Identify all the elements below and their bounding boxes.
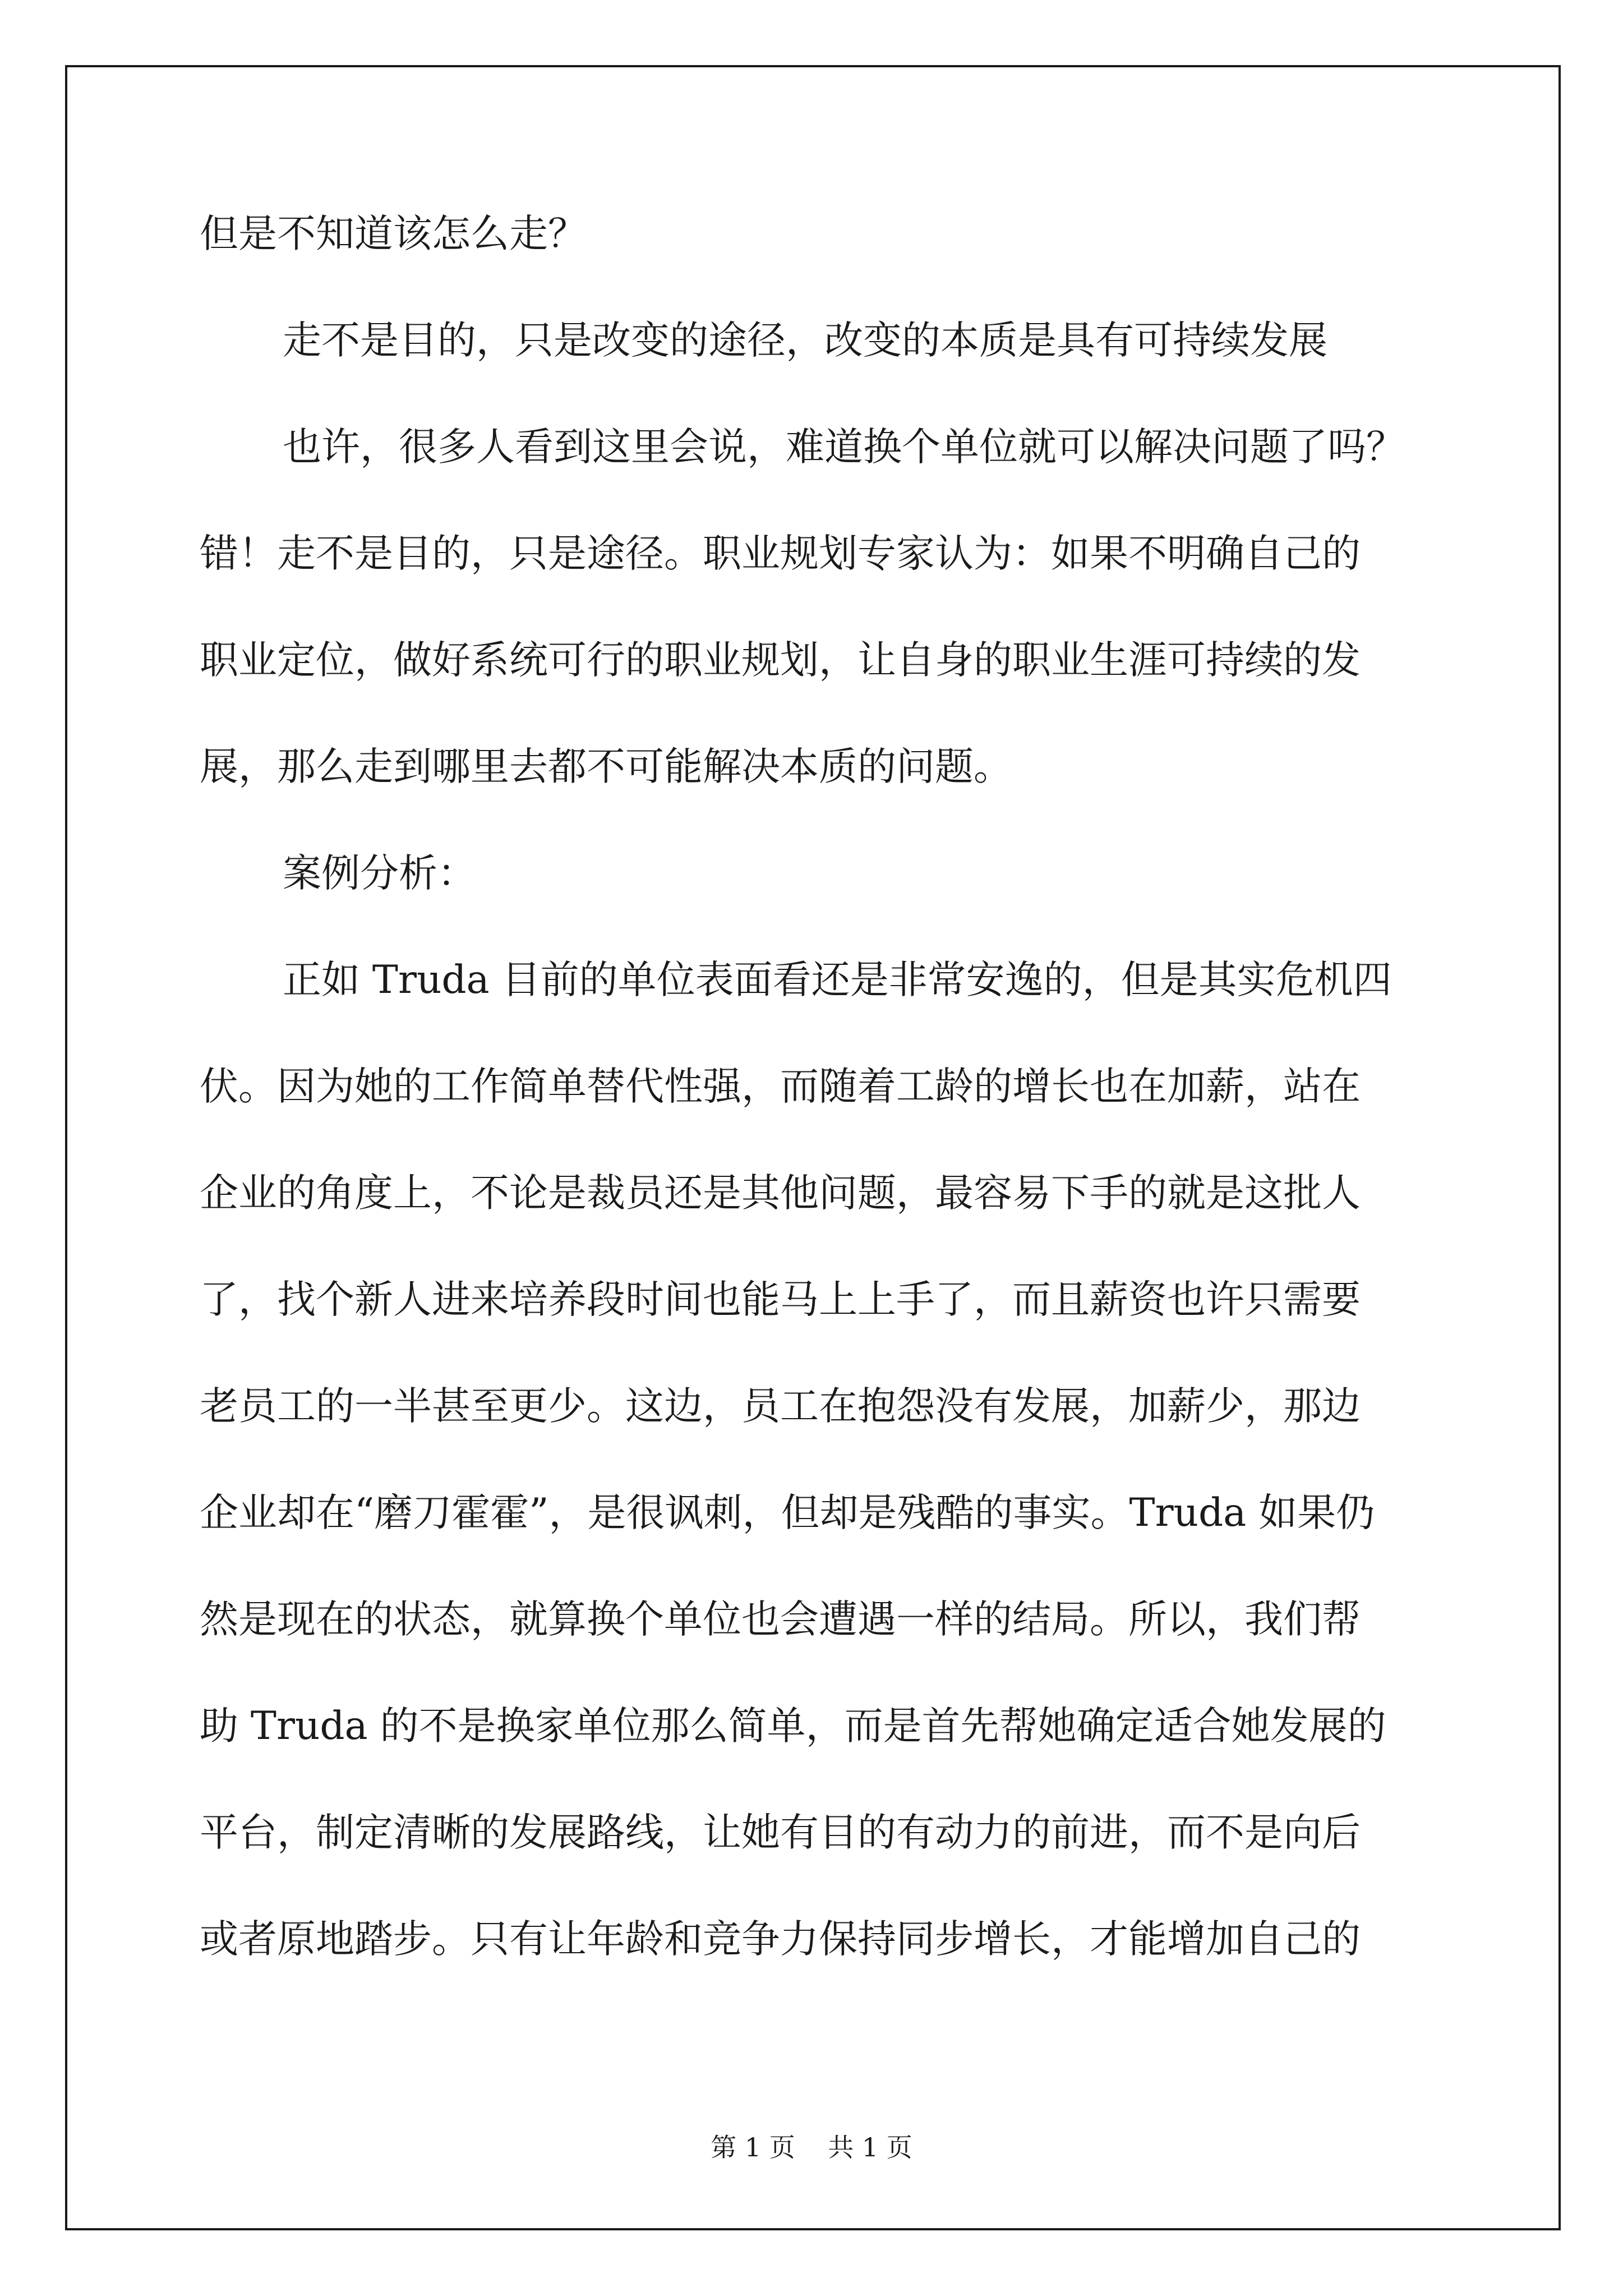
text-line: 伏。因为她的工作简单替代性强，而随着工龄的增长也在加薪，站在 xyxy=(200,1064,1361,1109)
text-line: 错！走不是目的，只是途径。职业规划专家认为：如果不明确自己的 xyxy=(200,531,1361,576)
text-line: 平台，制定清晰的发展路线，让她有目的有动力的前进，而不是向后 xyxy=(200,1810,1361,1855)
text-line: 职业定位，做好系统可行的职业规划，让自身的职业生涯可持续的发 xyxy=(200,638,1361,683)
page-number-footer: 第 1 页 共 1 页 xyxy=(711,2132,912,2162)
text-line: 助 Truda 的不是换家单位那么简单，而是首先帮她确定适合她发展的 xyxy=(200,1704,1386,1749)
text-line: 或者原地踏步。只有让年龄和竞争力保持同步增长，才能增加自己的 xyxy=(200,1917,1361,1962)
text-line: 也许，很多人看到这里会说，难道换个单位就可以解决问题了吗？ xyxy=(283,425,1405,470)
page-border xyxy=(65,65,1561,2230)
text-line: 老员工的一半甚至更少。这边，员工在抱怨没有发展，加薪少，那边 xyxy=(200,1384,1361,1429)
text-line: 但是不知道该怎么走？ xyxy=(200,211,587,256)
text-line: 正如 Truda 目前的单位表面看还是非常安逸的，但是其实危机四 xyxy=(283,958,1392,1002)
text-line: 了，找个新人进来培养段时间也能马上上手了，而且薪资也许只需要 xyxy=(200,1277,1361,1322)
text-line: 走不是目的，只是改变的途径，改变的本质是具有可持续发展 xyxy=(283,318,1327,363)
text-line: 企业的角度上，不论是裁员还是其他问题，最容易下手的就是这批人 xyxy=(200,1171,1361,1216)
text-line: 然是现在的状态，就算换个单位也会遭遇一样的结局。所以，我们帮 xyxy=(200,1597,1361,1642)
text-line: 展，那么走到哪里去都不可能解决本质的问题。 xyxy=(200,744,1012,789)
text-line: 案例分析： xyxy=(283,851,476,896)
text-line: 企业却在“磨刀霍霍”，是很讽刺，但却是残酷的事实。Truda 如果仍 xyxy=(200,1490,1375,1535)
